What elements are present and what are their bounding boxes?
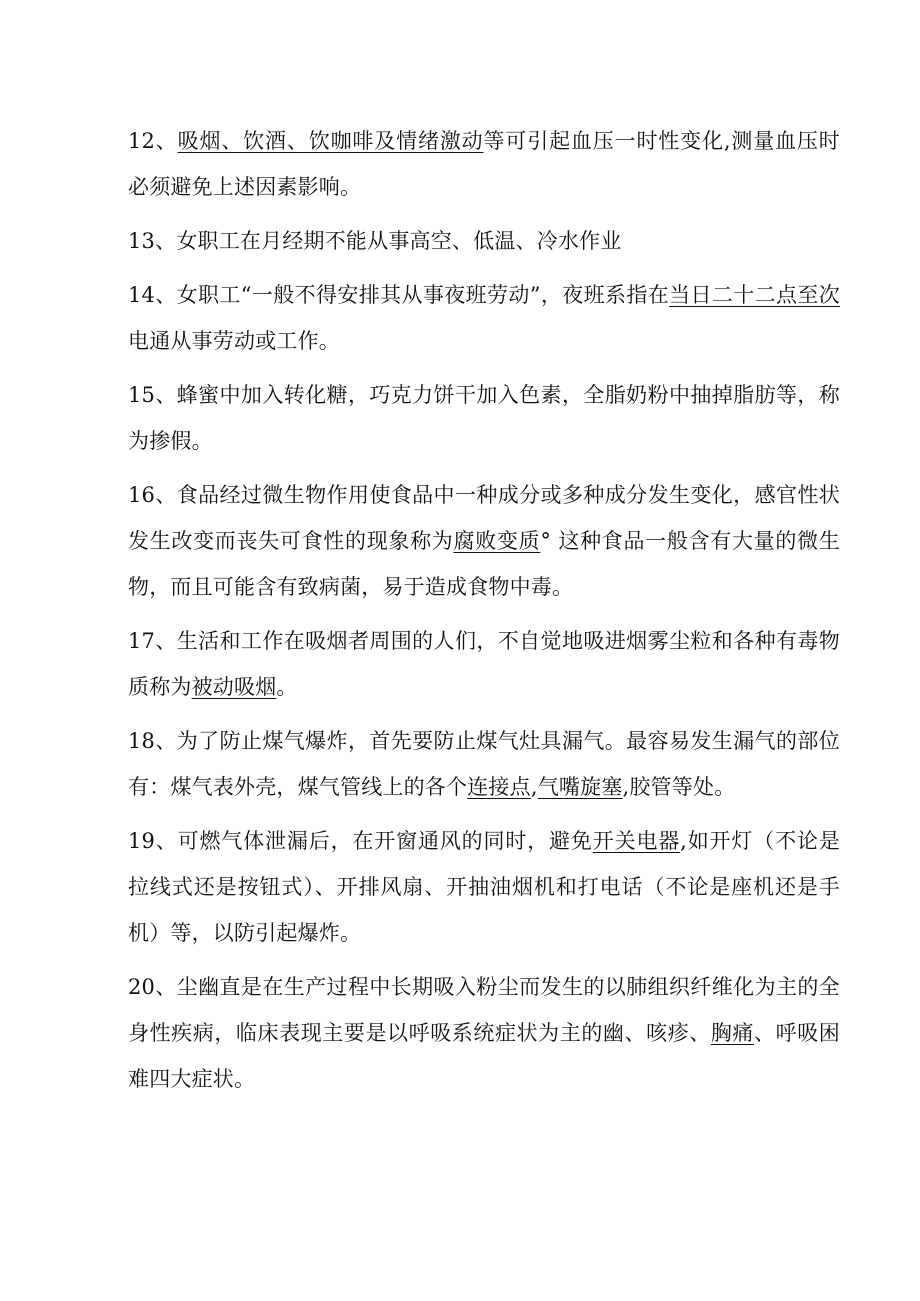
- item-20: [128, 964, 840, 1102]
- item-17-part: 17、生活和工作在吸烟者周围的人们，不自觉地吸进烟雾尘粒和各种有毒物质称为: [128, 629, 840, 699]
- item-14-underlined-answer: 当日二十二点至次: [669, 283, 841, 307]
- item-16-part: ° 这种食品一般含有大量的微生物，而且可能含有致病菌，易于造成食物中毒。: [128, 529, 840, 599]
- item-18-part: ,: [530, 775, 538, 799]
- item-20-part: 、呼吸困难四大症状。: [128, 1021, 840, 1091]
- item-20-underlined-answer: 胸痛: [710, 1021, 755, 1045]
- item-18-part: 18、为了防止煤气爆炸，首先要防止煤气灶具漏气。最容易发生漏气的部位有：煤气表外壳，煤气管线上的各个: [128, 729, 840, 799]
- document-body: [128, 118, 840, 1110]
- item-13-part: 13、女职工在月经期不能从事高空、低温、冷水作业: [128, 229, 622, 253]
- item-12-underlined-answer: 吸烟、饮酒、饮咖啡及情绪激动: [177, 129, 484, 153]
- item-19-part: 19、可燃气体泄漏后，在开窗通风的同时，避免: [128, 829, 593, 853]
- item-12-part: 等可引起血压一时性变化,测量血压时必须避免上述因素影响。: [128, 129, 840, 199]
- item-13: [128, 218, 840, 264]
- item-20-part: 20、尘幽直是在生产过程中长期吸入粉尘而发生的以肺组织纤维化为主的全身性疾病，临床表现主要是以呼吸系统症状为主的幽、咳疹、: [128, 975, 840, 1045]
- item-17: [128, 618, 840, 710]
- item-14-part: 电通从事劳动或工作。: [128, 329, 340, 353]
- item-16-part: 16、食品经过微生物作用使食品中一种成分或多种成分发生变化，感官性状发生改变而丧失可食性的现象称为: [128, 483, 840, 553]
- item-16: [128, 472, 840, 610]
- item-18-part: ,胶管等处。: [622, 775, 736, 799]
- item-18-underlined-answer: 连接点: [467, 775, 531, 799]
- item-19-part: ,如开灯（不论是拉线式还是按钮式）、开排风扇、开抽油烟机和打电话（不论是座机还是手机）等，以防引起爆炸。: [128, 829, 840, 945]
- item-18-underlined-answer: 气嘴旋塞: [537, 775, 623, 799]
- item-15: [128, 372, 840, 464]
- item-14-part: 14、女职工“一般不得安排其从事夜班劳动”，夜班系指在: [128, 283, 670, 307]
- item-19: [128, 818, 840, 956]
- item-18: [128, 718, 840, 810]
- item-14: [128, 272, 840, 364]
- item-17-underlined-answer: 被动吸烟: [191, 675, 277, 699]
- item-12-part: 12、: [128, 129, 178, 153]
- item-12: [128, 118, 840, 210]
- item-15-part: 15、蜂蜜中加入转化糖，巧克力饼干加入色素，全脂奶粉中抽掉脂肪等，称为掺假。: [128, 383, 840, 453]
- item-16-underlined-answer: 腐败变质: [453, 529, 541, 553]
- item-17-part: 。: [276, 675, 298, 699]
- item-19-underlined-answer: 开关电器: [592, 829, 681, 853]
